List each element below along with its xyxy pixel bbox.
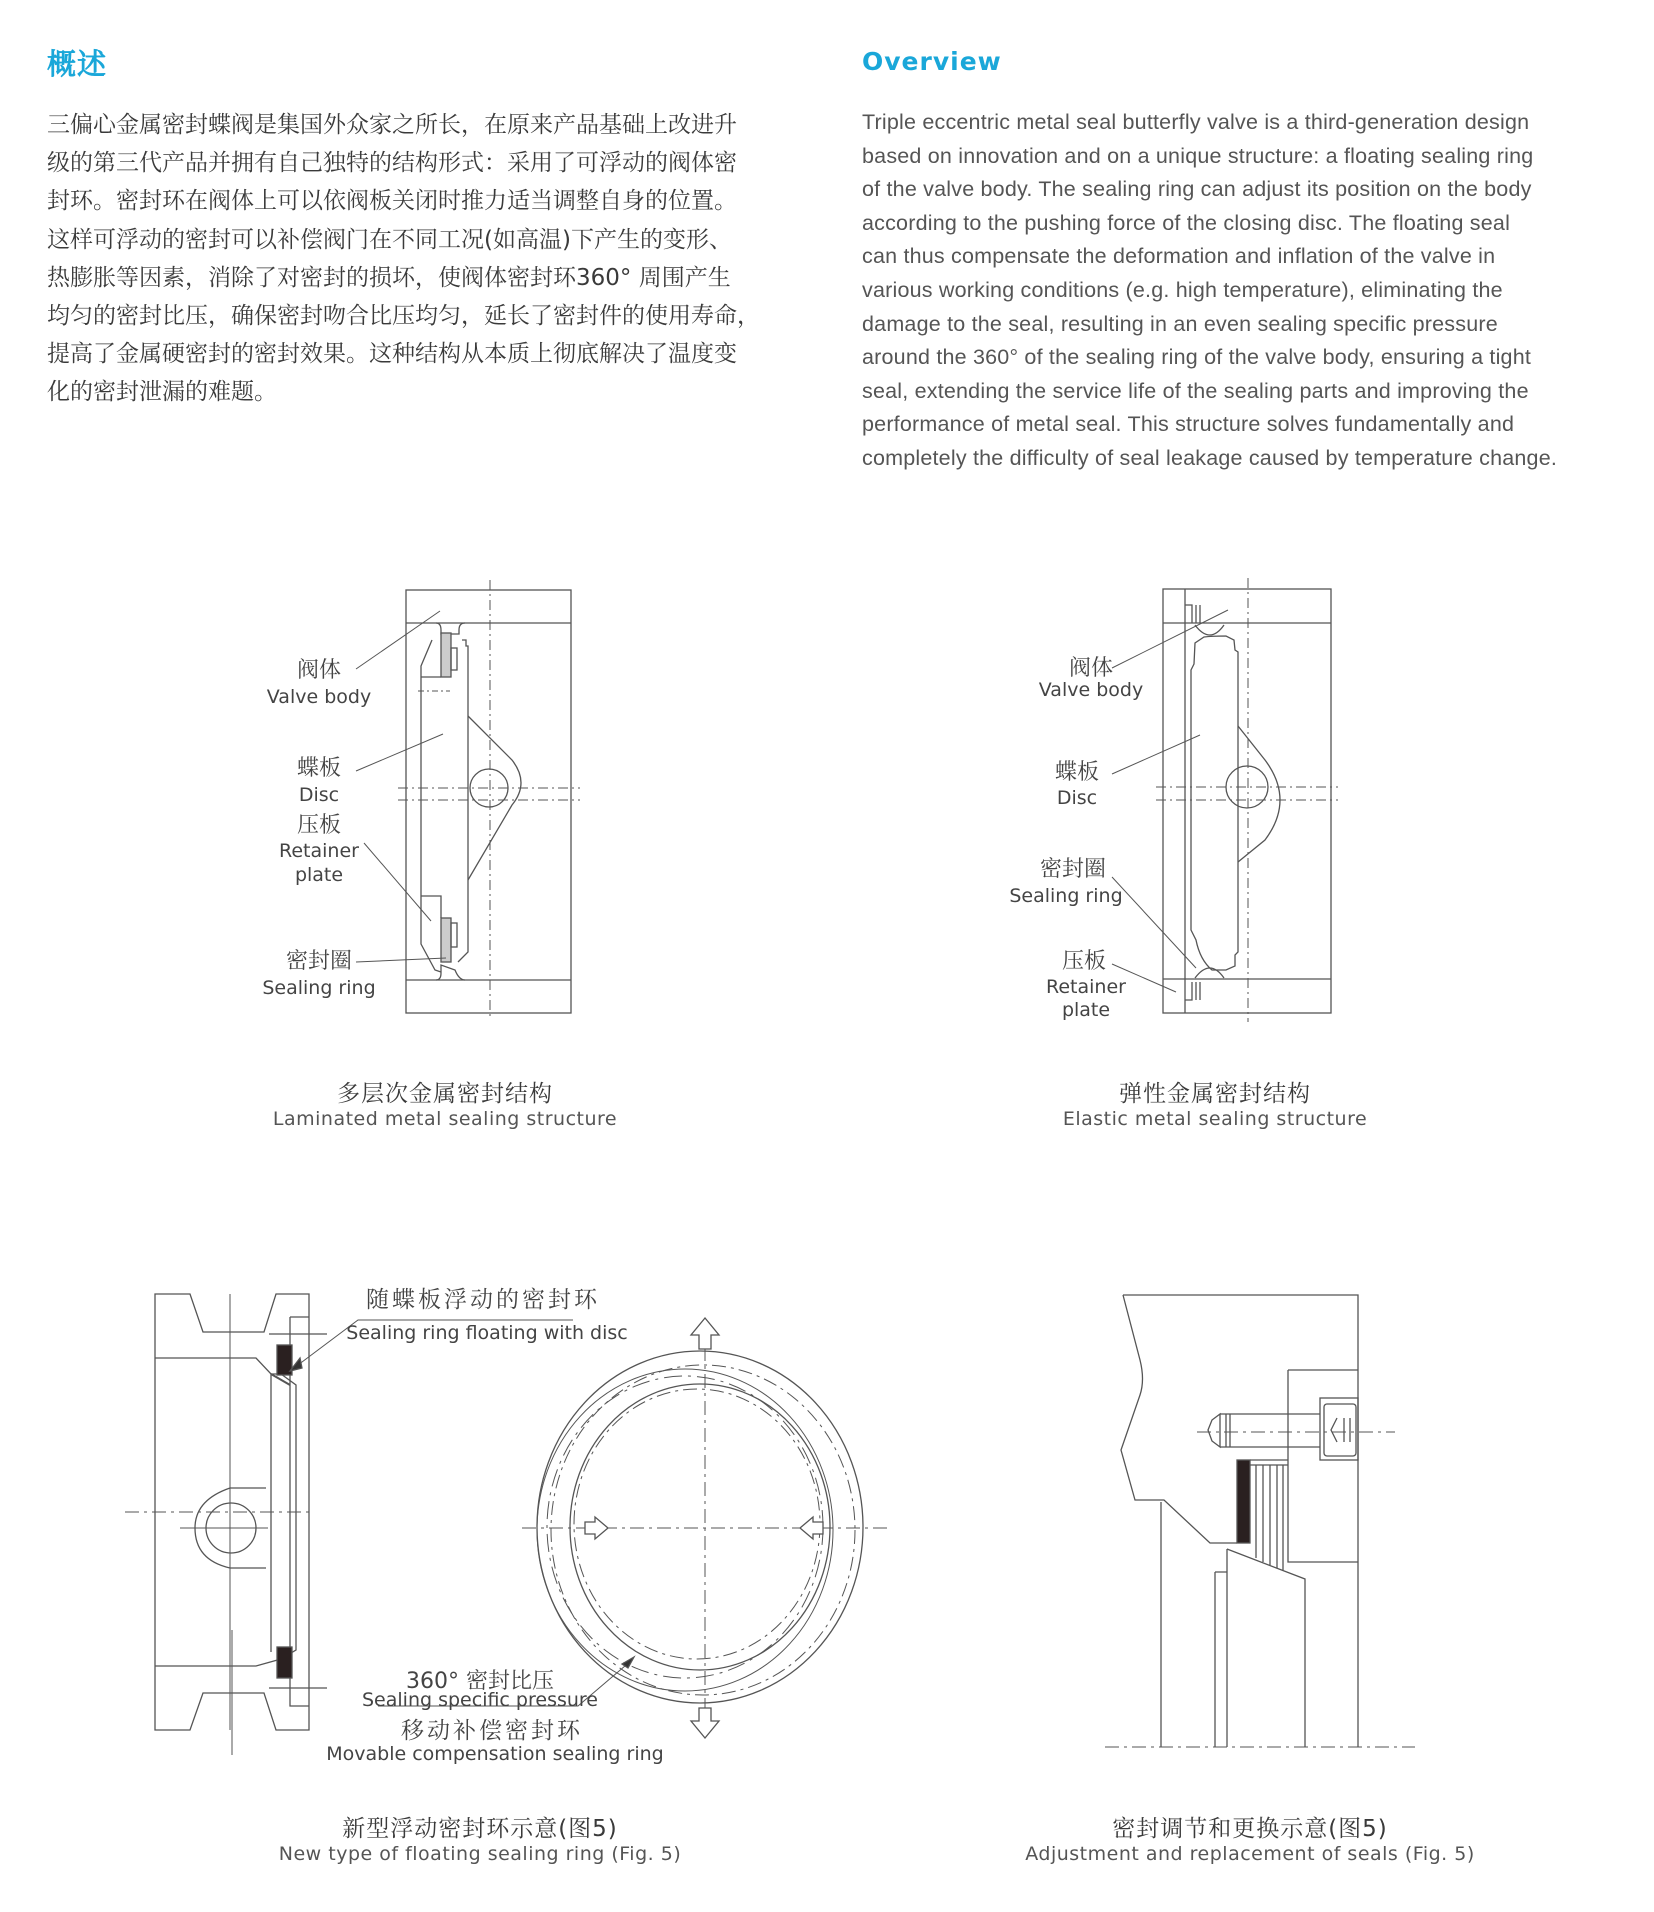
body-line: 提高了金属硬密封的密封效果。这种结构从本质上彻底解决了温度变 — [47, 341, 737, 368]
label-movable-cn: 移动补偿密封环 — [401, 1718, 583, 1744]
caption-en: New type of floating sealing ring (Fig. 5) — [278, 1843, 682, 1865]
caption-cn: 多层次金属密封结构 — [337, 1081, 553, 1107]
label-sealing-cn: 密封圈 — [285, 949, 353, 974]
overview-title-en: Overview — [862, 47, 1002, 76]
figure-caption-laminated — [245, 1075, 645, 1130]
body-line: according to the pushing force of the closing disc. The floating seal — [862, 210, 1511, 235]
label-sealing-cn: 密封圈 — [1039, 857, 1107, 882]
figure-caption-elastic — [1015, 1075, 1415, 1130]
label-sealing-en: Sealing ring — [1009, 885, 1123, 907]
body-line: 这样可浮动的密封可以补偿阀门在不同工况(如高温)下产生的变形、 — [47, 226, 732, 253]
body-line: 三偏心金属密封蝶阀是集国外众家之所长，在原来产品基础上改进升 — [47, 112, 737, 138]
label-floating-ring-cn: 随蝶板浮动的密封环 — [366, 1287, 600, 1313]
body-line: seal, extending the service life of the sealing parts and improving the — [862, 378, 1529, 403]
body-line: performance of metal seal. This structure solves fundamentally and — [862, 412, 1515, 437]
body-line: can thus compensate the deformation and inflation of the valve in — [862, 244, 1496, 269]
caption-en: Laminated metal sealing structure — [272, 1108, 618, 1130]
body-line: 化的密封泄漏的难题。 — [47, 379, 277, 406]
label-disc-cn: 蝶板 — [1054, 760, 1100, 785]
label-retainer-cn: 压板 — [1061, 949, 1107, 974]
label-floating-ring-en: Sealing ring floating with disc — [346, 1322, 628, 1344]
label-retainer-en: Retainer — [1046, 976, 1126, 998]
label-pressure-cn: 360° 密封比压 — [406, 1669, 554, 1694]
label-movable-en: Movable compensation sealing ring — [326, 1743, 664, 1765]
body-line: based on innovation and on a unique structure: a floating sealing ring — [862, 143, 1534, 168]
label-disc-en: Disc — [1056, 787, 1098, 809]
body-line: 均匀的密封比压，确保密封吻合比压均匀，延长了密封件的使用寿命， — [47, 302, 760, 329]
label-retainer-en: Retainer — [279, 840, 359, 862]
elastic-seal-diagram — [1112, 578, 1338, 1022]
body-line: damage to the seal, resulting in an even sealing specific pressure — [862, 311, 1498, 336]
caption-cn: 密封调节和更换示意(图5) — [1112, 1816, 1388, 1842]
label-pressure-en: Sealing specific pressure — [362, 1689, 598, 1711]
caption-en: Elastic metal sealing structure — [1062, 1108, 1368, 1130]
label-retainer-en: plate — [1061, 999, 1111, 1021]
laminated-seal-diagram — [356, 580, 580, 1020]
label-valve-body-en: Valve body — [266, 686, 372, 708]
label-valve-body-cn: 阀体 — [1068, 656, 1114, 681]
body-line: 热膨胀等因素，消除了对密封的损坏，使阀体密封环360° 周围产生 — [47, 264, 731, 291]
body-line: completely the difficulty of seal leakage caused by temperature change. — [862, 445, 1558, 470]
body-line: various working conditions (e.g. high temperature), eliminating the — [862, 277, 1503, 302]
label-disc-cn: 蝶板 — [296, 756, 342, 781]
caption-cn: 弹性金属密封结构 — [1119, 1081, 1311, 1107]
body-line: of the valve body. The sealing ring can adjust its position on the body — [862, 177, 1532, 202]
label-retainer-en: plate — [294, 864, 344, 886]
adjustment-diagram — [1105, 1295, 1415, 1747]
figure-caption-adjustment — [1010, 1810, 1490, 1865]
overview-title-cn: 概述 — [47, 47, 108, 81]
body-line: Triple eccentric metal seal butterfly valve is a third-generation design — [862, 110, 1530, 134]
label-disc-en: Disc — [298, 784, 340, 806]
label-sealing-en: Sealing ring — [262, 977, 376, 999]
caption-en: Adjustment and replacement of seals (Fig. 5) — [1025, 1843, 1475, 1865]
body-line: 级的第三代产品并拥有自己独特的结构形式：采用了可浮动的阀体密 — [47, 150, 737, 177]
figure-caption-floating — [245, 1810, 715, 1865]
body-line: around the 360° of the sealing ring of the valve body, ensuring a tight — [862, 345, 1532, 370]
caption-cn: 新型浮动密封环示意(图5) — [342, 1816, 618, 1842]
label-valve-body-cn: 阀体 — [296, 658, 342, 683]
label-retainer-cn: 压板 — [296, 813, 342, 838]
body-line: 封环。密封环在阀体上可以依阀板关闭时推力适当调整自身的位置。 — [47, 188, 737, 215]
label-valve-body-en: Valve body — [1038, 679, 1144, 701]
